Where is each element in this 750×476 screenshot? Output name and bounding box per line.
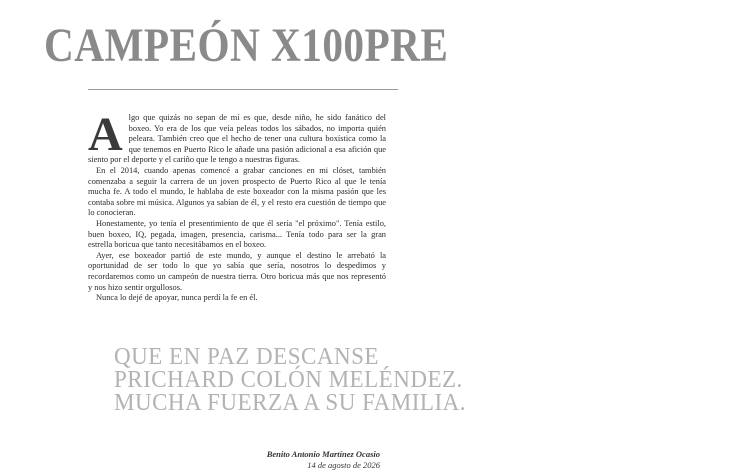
pull-quote-line-3: MUCHA FUERZA A SU FAMILIA.	[114, 390, 466, 416]
signature-date: 14 de agosto de 2026	[307, 460, 380, 470]
article-paragraph-3: Honestamente, yo tenía el presentimiento de que él sería "el próximo". Tenía estilo, buen boxeo, IQ, pegada, imagen, presencia, carisma... Tenía todo para ser la gran estrella boricua que tanto necesitábamos en el boxeo.	[88, 218, 386, 250]
headline-rule	[88, 89, 398, 90]
drop-cap: A	[88, 108, 123, 161]
article-paragraph-1	[88, 108, 386, 166]
article-paragraph-1-text: lgo que quizás no sepan de mí es que, desde niño, he sido fanático del boxeo. Yo era de los que veía peleas todos los sábados, no importa quién peleara. También creo que el hecho de tener una cultura boxística como la que tenemos en Puerto Rico le añade una pasión adicional a esa afición que siento por el deporte y el cariño que le tengo a nuestras figuras.	[88, 113, 386, 165]
article-paragraph-2: En el 2014, cuando apenas comencé a grabar canciones en mi clóset, también comenzaba a seguir la carrera de un joven prospecto de Puerto Rico al que le tenía mucha fe. A todo el mundo, le hablaba de este boxeador con la misma pasión que les contaba sobre mi música. Algunos ya sabían de él, y el resto era cuestión de tiempo que lo conocieran.	[88, 165, 386, 218]
article-paragraph-4: Ayer, ese boxeador partió de este mundo, y aunque el destino le arrebató la oportunidad de ser todo lo que yo sabía que sería, nosotros lo despedimos y recordaremos como un campeón de nuestra tierra. Otro boricua más que nos representó y nos hizo sentir orgullosos.	[88, 250, 386, 292]
author-name: Benito Antonio Martínez Ocasio	[266, 449, 380, 459]
headline: CAMPEÓN X100PRE	[44, 19, 449, 72]
article-paragraph-5: Nunca lo dejé de apoyar, nunca perdí la fe en él.	[96, 293, 258, 303]
article-body	[88, 108, 386, 304]
pull-quote-line-1: QUE EN PAZ DESCANSE	[114, 344, 379, 370]
pull-quote	[114, 346, 466, 415]
pull-quote-line-2: PRICHARD COLÓN MELÉNDEZ.	[114, 367, 463, 393]
signature-block	[240, 449, 380, 471]
